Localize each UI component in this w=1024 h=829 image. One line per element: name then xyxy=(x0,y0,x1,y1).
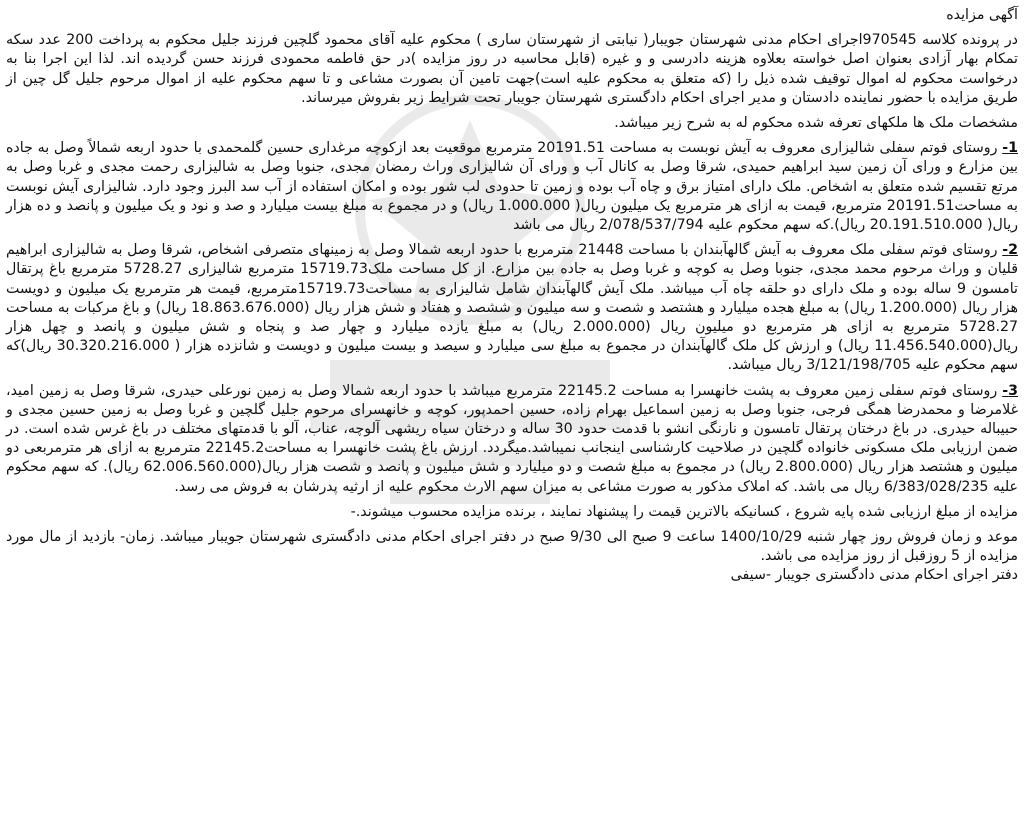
item-number: 2- xyxy=(1002,242,1018,259)
item-text: روستای فوتم سفلی شالیزاری معروف به آیش نوبست به مساحت 20191.51 مترمربع موقعیت بعد ازکوچه مرغداری حسین گلمحمدی با حدود اربعه شمالاً وصل به جاده بین مزارع و ورای آن زمین سید ابراهیم حمیدی، شرقا وصل به کانال آب و ورای آن شالیزاری وراث رمضان مجدی، جنوبا وصل به شالیزاری رحمت مجدی و غربا وصل به مرتع تقسیم شده متعلق به اشخاص. ملک دارای امتیاز برق و چاه آب بوده و زمین تا حدودی لب شور بوده و امکان استفاده از آب سد البرز وجود دارد. شالیزاری آیش نوبست به مساحت20191.51 مترمربع، قیمت به ازای هر مترمربع یک میلیون ریال( 1.000.000 ریال) و در مجموع به مبلغ بیست میلیارد و صد و نود و یک میلیون و پانصد و ده هزار ریال( 20.191.510.000 ریال).که سهم محکوم علیه 2/078/537/794 ریال می باشد xyxy=(6,140,1018,234)
item-number: 3- xyxy=(1002,382,1018,399)
item-number: 1- xyxy=(1002,140,1018,157)
specs-heading: مشخصات ملک ها ملکهای تعرفه شده محکوم له به شرح زیر میباشد. xyxy=(614,115,1018,132)
notice-title: آگهی مزایده xyxy=(946,7,1018,23)
signature: دفتر اجرای احکام مدنی دادگستری جویبار -سیفی xyxy=(730,567,1018,584)
property-item xyxy=(6,241,1018,375)
auction-schedule: موعد و زمان فروش روز چهار شنبه 1400/10/29 ساعت 9 صبح الی 9/30 صبح در دفتر اجرای احکام مدنی دادگستری شهرستان جویبار میباشد. زمان- بازدید از مال مورد مزایده از 5 روزقبل از روز مزایده می باشد. xyxy=(6,529,1019,565)
notice-intro: در پرونده کلاسه 970545اجرای احکام مدنی شهرستان جویبار( نیابتی از شهرستان ساری ) محکوم علیه آقای محمود گلچین فرزند جلیل محکوم به پرداخت 200 عدد سکه تمکام بهار آزادی بعنوان اصل خواسته بعلاوه هزینه دادرسی و و غیره (قابل محاسبه در روز مزایده )در حق فاطمه محمودی فرزند حسن گردیده اند. لذا این اجرا بنا به درخواست محکوم له اموال توقیف شده ذیل را (که متعلق به محکوم علیه است)جهت تامین آن بصورت مشاعی و تا سهم محکوم علیه از اموال مرحوم جلیل گل چین از طریق مزایده با حضور نماینده دادستان و مدیر اجرای احکام دادگستری شهرستان جویبار تحت شرایط زیر بفروش میرساند. xyxy=(6,32,1018,106)
item-text: روستای فوتم سفلی ملک معروف به آیش گالهآبندان با مساحت 21448 مترمربع با حدود اربعه شمالا وصل به زمینهای متصرفی اشخاص، شرقا وصل به شالیزاری ابراهیم قلیان و وراث مرحوم محمد مجدی، جنوبا وصل به کوچه و غربا وصل به جاده بین مزارع. از کل مساحت ملک15719.73 مترمربع شالیزاری 5728.27 مترمربع باغ پرتقال تامسون 9 ساله بوده و ملک دارای دو حلقه چاه آب میباشد. ملک آیش گالهآبندان شامل شالیزاری به مساحت15719.73مترمربع، قیمت هر مترمربع یک میلیون و دویست هزار ریال (1.200.000 ریال) به مبلغ هجده میلیارد و هشتصد و شصت و سه میلیون و ششصد و هفتاد و شش هزار ریال (18.863.676.000 ریال) و باغ مرکبات به مساحت 5728.27 مترمربع به ازای هر مترمربع دو میلیون ریال (2.000.000 ریال) به مبلغ یازده میلیارد و چهار صد و پنجاه و شش میلیون و پانصد و چهل هزار ریال(11.456.540.000 ریال) و ارزش کل ملک گالهآبندان در مجموع به مبلغ سی میلیارد و سیصد و بیست میلیون و دویست و شانزده هزار ( 30.320.216.000 ریال)که سهم محکوم علیه 3/121/198/705 ریال میباشد. xyxy=(6,242,1019,374)
property-item xyxy=(6,382,1018,497)
item-text: روستای فوتم سفلی زمین معروف به پشت خانهسرا به مساحت 22145.2 مترمربع میباشد با حدود اربعه شمالا وصل به زمین نورعلی حیدری، شرقا وصل به زمین امید، غلامرضا و محمدرضا همگی فرجی، جنوبا وصل به زمین اسماعیل بهرام زاده، حسین احمدپور، کوچه و خانهسرای مرحوم جلیل گلچین و غربا وصل به زمین حسین مجدی و حبیباله حیدری. در باغ درختان پرتقال تامسون و نارنگی انشو با قدمت حدود 30 ساله و درختان سیاه ریشهی آلوچه، عناب، آلو با قدمتهای مختلف در باغ غرس شده است. در ضمن ارزیابی ملک مسکونی خانواده گلچین در صلاحیت کارشناسی اینجانب نمیباشد.میگردد. ارزش باغ پشت خانهسرا به مساحت22145.2 مترمربع به ازای هر مترمربعی دو میلیون و هشتصد هزار ریال (2.800.000 ریال) در مجموع به مبلغ شصت و دو میلیارد و شش میلیون و پانصد و شصت هزار ریال(62.006.560.000 ریال). که سهم محکوم علیه 6/383/028/235 ریال می باشد. که املاک مذکور به صورت مشاعی به میزان سهم الارث محکوم علیه از ارثیه پدرشان به فروش می رسد. xyxy=(6,382,1019,495)
property-item xyxy=(6,139,1018,235)
auction-rule: مزایده از مبلغ ارزیابی شده پایه شروع ، کسانیکه بالاترین قیمت را پیشنهاد نمایند ، برنده مزایده محسوب میشوند.- xyxy=(350,503,1018,520)
auction-notice xyxy=(6,6,1018,823)
